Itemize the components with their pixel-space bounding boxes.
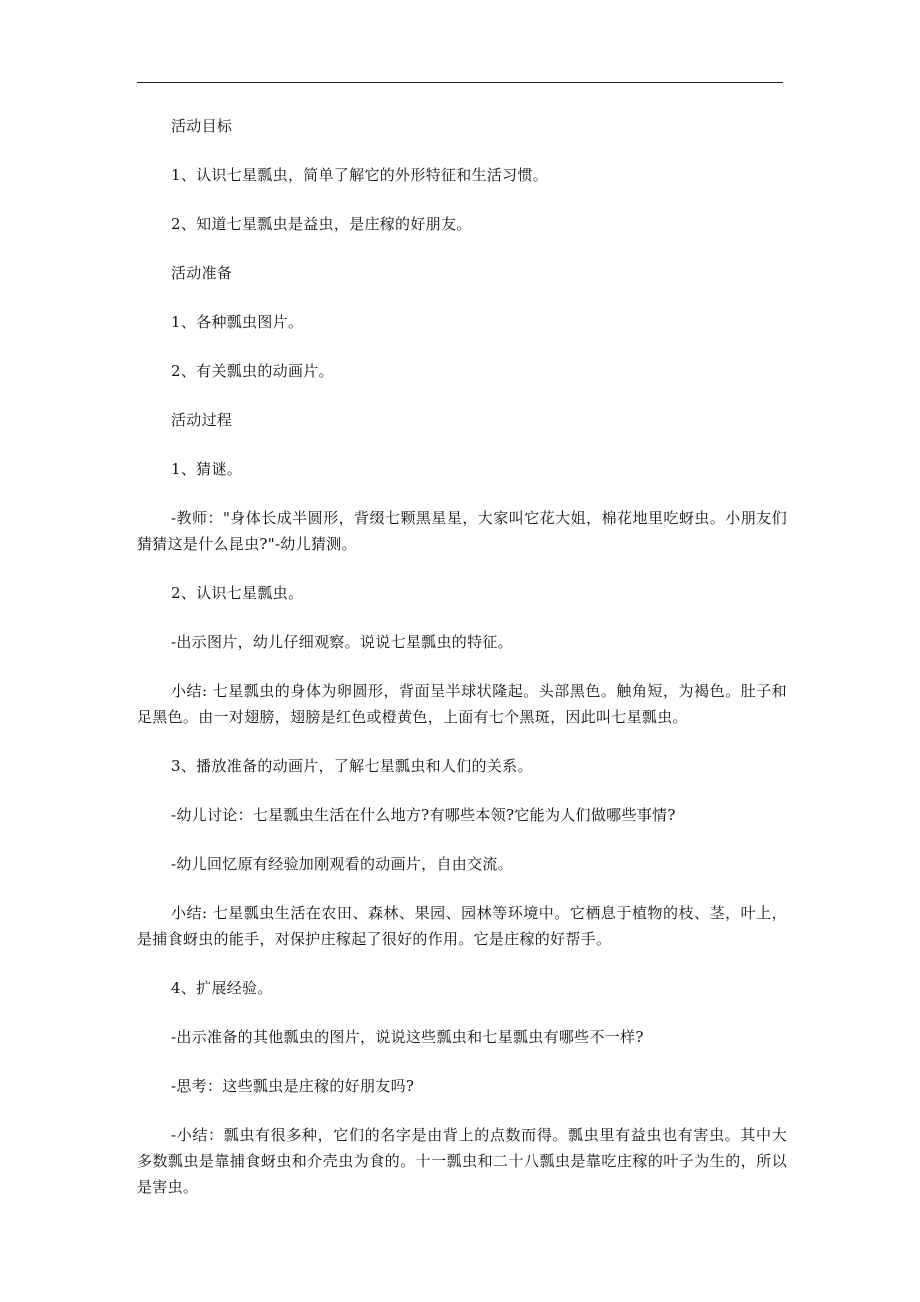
paragraph: -出示图片，幼儿仔细观察。说说七星瓢虫的特征。 [171,633,513,651]
paragraph: 4、扩展经验。 [171,979,273,997]
section-heading-goals: 活动目标 [171,117,233,135]
header-rule [137,82,783,83]
paragraph: 3、播放准备的动画片，了解七星瓢虫和人们的关系。 [171,757,533,775]
paragraph: 小结: 七星瓢虫生活在农田、森林、果园、园林等环境中。它栖息于植物的枝、茎，叶上，是捕食蚜虫的能手，对保护庄稼起了很好的作用。它是庄稼的好帮手。 [137,904,787,948]
paragraph: -出示准备的其他瓢虫的图片，说说这些瓢虫和七星瓢虫有哪些不一样? [171,1028,644,1046]
paragraph: 2、知道七星瓢虫是益虫，是庄稼的好朋友。 [171,215,472,233]
document-body [137,113,787,1223]
paragraph: 1、各种瓢虫图片。 [171,313,304,331]
paragraph: -教师："身体长成半圆形，背缀七颗黑星星，大家叫它花大姐，棉花地里吃蚜虫。小朋友们猜猜这是什么昆虫?"-幼儿猜测。 [137,509,787,553]
paragraph: 小结: 七星瓢虫的身体为卵圆形，背面呈半球状隆起。头部黑色。触角短，为褐色。肚子和足黑色。由一对翅膀，翅膀是红色或橙黄色，上面有七个黑斑，因此叫七星瓢虫。 [137,682,787,726]
paragraph: -幼儿讨论：七星瓢虫生活在什么地方?有哪些本领?它能为人们做哪些事情? [171,806,676,824]
paragraph: 2、认识七星瓢虫。 [171,584,304,602]
paragraph: 1、认识七星瓢虫，简单了解它的外形特征和生活习惯。 [171,166,549,184]
paragraph: -思考：这些瓢虫是庄稼的好朋友吗? [171,1077,415,1095]
section-heading-preparation: 活动准备 [171,264,233,282]
paragraph: -幼儿回忆原有经验加刚观看的动画片，自由交流。 [171,855,513,873]
paragraph: 1、猜谜。 [171,460,243,478]
paragraph: 2、有关瓢虫的动画片。 [171,362,334,380]
section-heading-process: 活动过程 [171,411,233,429]
paragraph: -小结：瓢虫有很多种，它们的名字是由背上的点数而得。瓢虫里有益虫也有害虫。其中大多数瓢虫是靠捕食蚜虫和介壳虫为食的。十一瓢虫和二十八瓢虫是靠吃庄稼的叶子为生的，所以是害虫。 [137,1126,787,1196]
